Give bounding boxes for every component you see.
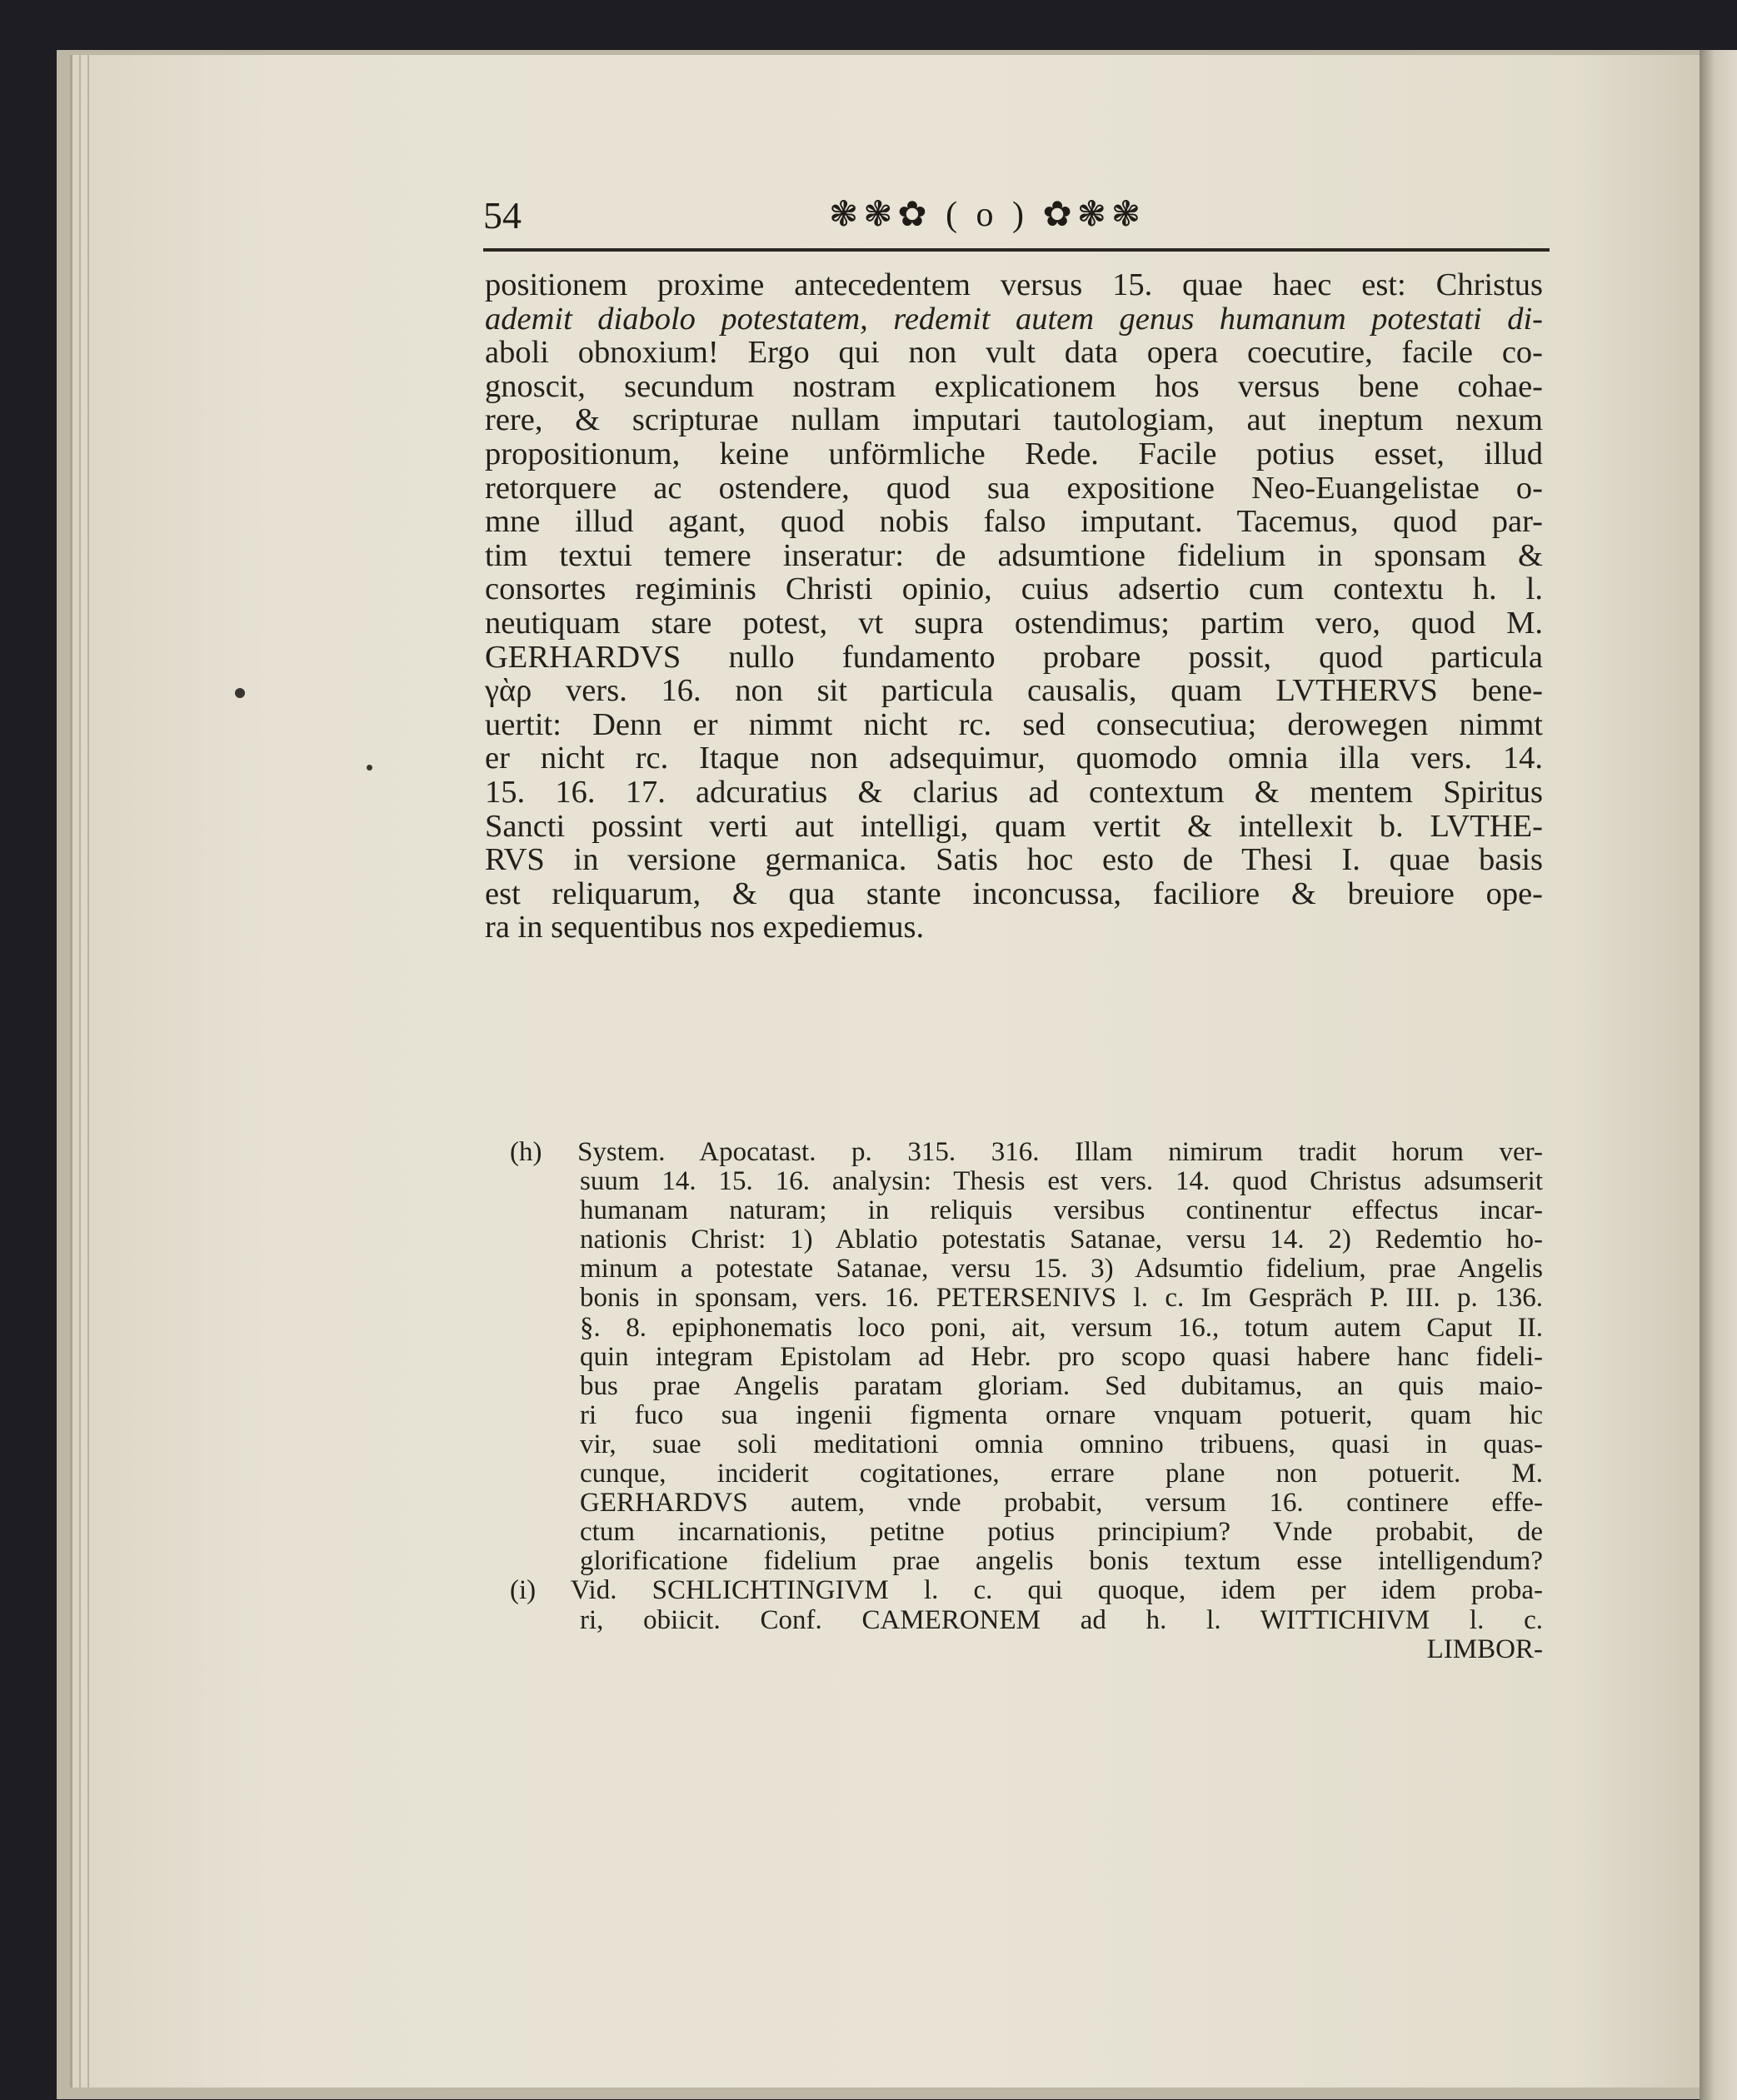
footnote-line: ri fuco sua ingenii figmenta ornare vnquam potuerit, quam hic [580,1399,1543,1430]
text-line: mne illud agant, quod nobis falso imputant. Tacemus, quod par- [485,504,1543,540]
footnote-line: bonis in sponsam, vers. 16. PETERSENIVS l. c. Im Gespräch P. III. p. 136. [580,1283,1543,1314]
text-line: consortes regiminis Christi opinio, cuius adsertio cum contextu h. l. [485,571,1543,607]
footnote-line: (i) Vid. SCHLICHTINGIVM l. c. qui quoque, idem per idem proba- [510,1575,1543,1606]
text-line: ademit diabolo potestatem, redemit autem genus humanum potestati di- [485,301,1543,337]
footnote-line: minum a potestate Satanae, versu 15. 3) Adsumtio fidelium, prae Angelis [580,1254,1543,1284]
text-line: est reliquarum, & qua stante inconcussa, faciliore & breuiore ope- [485,875,1543,911]
text-line: positionem proxime antecedentem versus 15. quae haec est: Christus [485,267,1543,302]
page-edge-line [87,55,89,2088]
footnote-line: nationis Christ: 1) Ablatio potestatis Satanae, versu 14. 2) Redemtio ho- [580,1225,1543,1255]
main-text [485,268,1543,945]
ink-blot [367,765,372,771]
footnote-line: humanam naturam; in reliquis versibus continentur effectus incar- [580,1195,1543,1226]
header-ornament: ❃❃✿ ( o ) ✿❃❃ [829,196,1146,234]
text-line: gnoscit, secundum nostram explicationem hos versus bene cohae- [485,368,1543,404]
footnotes [510,1138,1543,1664]
text-line: ra in sequentibus nos expediemus. [485,910,925,945]
footnote-line: ctum incarnationis, petitne potius principium? Vnde probabit, de [580,1517,1543,1548]
text-line: Sancti possint verti aut intelligi, quam vertit & intellexit b. LVTHE- [485,808,1543,844]
text-line: aboli obnoxium! Ergo qui non vult data opera coecutire, facile co- [485,335,1543,371]
text-line: γὰρ vers. 16. non sit particula causalis, quam LVTHERVS bene- [485,673,1543,709]
footnote-line: vir, suae soli meditationi omnia omnino tribuens, quasi in quas- [580,1429,1543,1459]
footnote-line: suum 14. 15. 16. analysin: Thesis est vers. 14. quod Christus adsumserit [580,1166,1543,1197]
text-line: RVS in versione germanica. Satis hoc esto de Thesi I. quae basis [485,842,1543,878]
facing-page-edge [1700,50,1737,2100]
text-line: propositionum, keine unförmliche Rede. Facile potius esset, illud [485,436,1543,471]
footnote-line: §. 8. epiphonematis loco poni, ait, versum 16., totum autem Caput II. [580,1312,1543,1343]
footnote-line: (h) System. Apocatast. p. 315. 316. Illam nimirum tradit horum ver- [510,1137,1543,1167]
catchword: LIMBOR- [1426,1634,1543,1664]
page-number: 54 [483,194,522,237]
text-line: er nicht rc. Itaque non adsequimur, quomodo omnia illa vers. 14. [485,741,1543,776]
page-edge-line [79,55,81,2088]
footnote-line: glorificatione fidelium prae angelis bonis textum esse intelligendum? [580,1546,1543,1577]
text-line: tim textui temere inseratur: de adsumtione fidelium in sponsam & [485,537,1543,573]
footnote-line: bus prae Angelis paratam gloriam. Sed dubitamus, an quis maio- [580,1370,1543,1401]
ink-blot [235,688,245,698]
text-line: GERHARDVS nullo fundamento probare possit, quod particula [485,639,1543,675]
text-line: neutiquam stare potest, vt supra ostendimus; partim vero, quod M. [485,605,1543,641]
footnote-line: cunque, inciderit cogitationes, errare plane non potuerit. M. [580,1459,1543,1489]
footnote-line: quin integram Epistolam ad Hebr. pro scopo quasi habere hanc fideli- [580,1341,1543,1372]
text-line: uertit: Denn er nimmt nicht rc. sed consecutiua; derowegen nimmt [485,706,1543,742]
footnote-line: ri, obiicit. Conf. CAMERONEM ad h. l. WITTICHIVM l. c. [580,1604,1543,1635]
text-line: rere, & scripturae nullam imputari tautologiam, aut ineptum nexum [485,402,1543,438]
text-line: retorquere ac ostendere, quod sua expositione Neo-Euangelistae o- [485,470,1543,506]
running-header [483,193,1550,260]
footnote-line: GERHARDVS autem, vnde probabit, versum 16. continere effe- [580,1488,1543,1519]
header-rule [483,248,1550,252]
text-line: 15. 16. 17. adcuratius & clarius ad contextum & mentem Spiritus [485,774,1543,810]
